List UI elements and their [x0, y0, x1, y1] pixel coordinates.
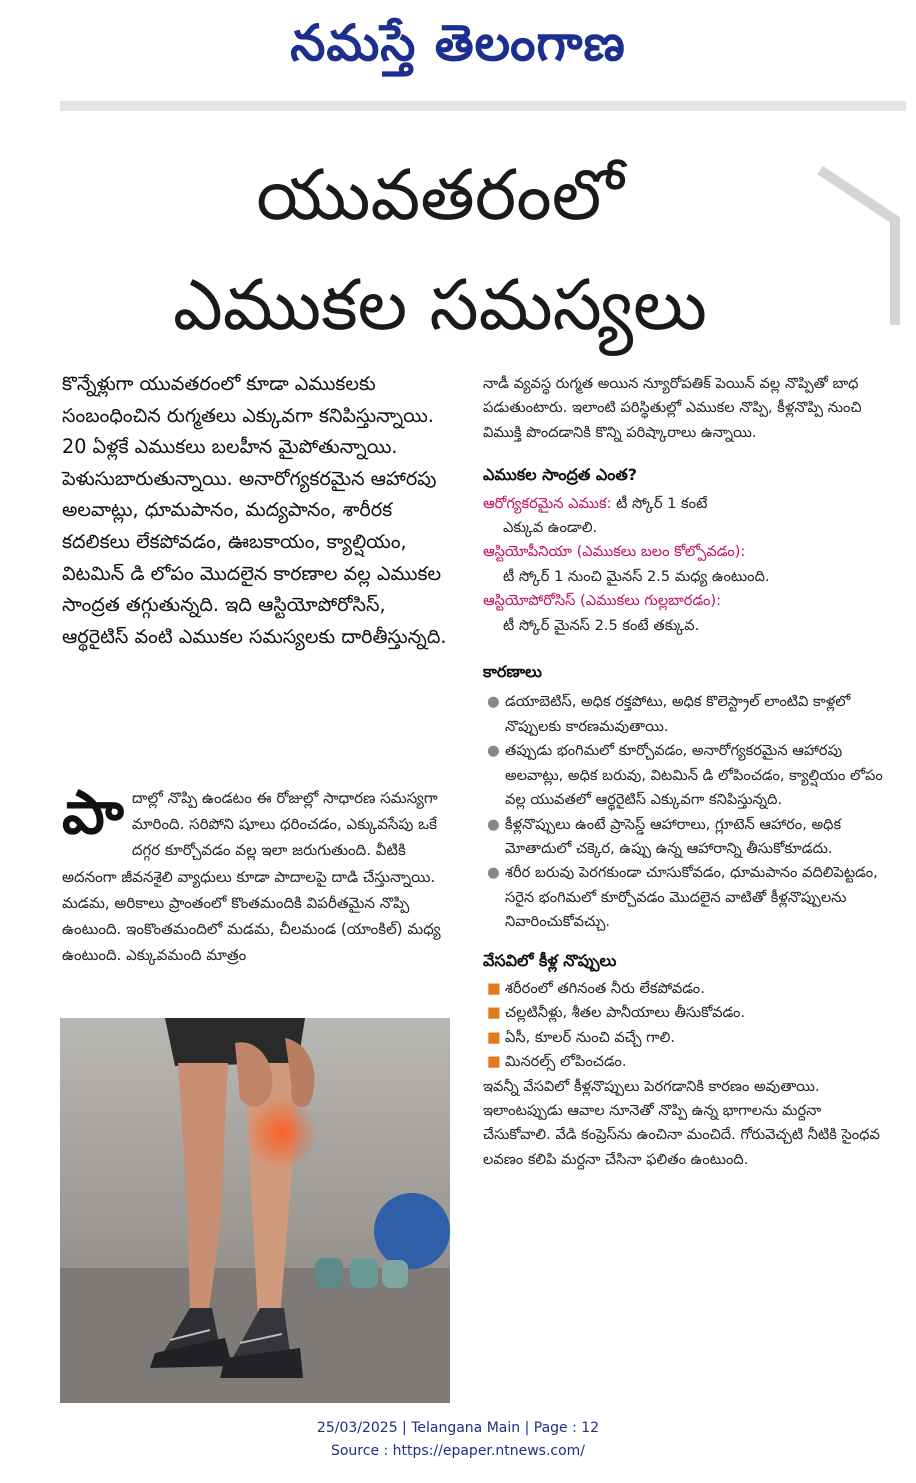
density-cont: టీ స్కోర్ మైనస్ 2.5 కంటే తక్కువ. — [503, 616, 700, 634]
density-item-osteoporosis — [483, 589, 888, 638]
list-item — [483, 861, 888, 934]
density-item-osteopenia — [483, 540, 888, 589]
list-item-text: కీళ్లనొప్పులు ఉంటే ప్రాసెస్డ్ ఆహారాలు, గ్లూటెన్ ఆహారం, అధిక మోతాదులో చక్కెర, ఉప్పు ఉన్న ఆహారాన్ని తీసుకోకూడదు. — [505, 815, 842, 857]
density-item-healthy — [483, 492, 888, 541]
summer-list — [483, 977, 888, 1075]
drop-cap: పా — [62, 778, 124, 848]
density-cont: ఎక్కువ ఉండాలి. — [503, 519, 598, 537]
square-bullet-icon: ■ — [487, 1053, 501, 1071]
list-item — [483, 739, 888, 812]
bullet-icon: ● — [487, 693, 500, 711]
list-item-text: తప్పుడు భంగిమలో కూర్చోవడం, అనారోగ్యకరమైన ఆహారపు అలవాట్లు, అధిక బరువు, విటమిన్ డి లోపించడం, క్యాల్షియం లోపం వల్ల యువతలో ఆర్థరైటిస్ ఎక్కువగా కనిపిస్తున్నది. — [505, 742, 883, 809]
density-text: టీ స్కోర్ 1 కంటే — [611, 494, 708, 512]
knee-pain-photo — [60, 1018, 450, 1403]
causes-heading: కారణాలు — [483, 662, 542, 682]
list-item-text: చల్లటినీళ్లు, శీతల పానీయాలు తీసుకోవడం. — [505, 1004, 746, 1022]
density-heading: ఎముకల సాంద్రత ఎంత? — [483, 465, 638, 485]
footer-date-line: 25/03/2025 | Telangana Main | Page : 12 — [316, 1420, 600, 1436]
list-item-text: డయాబెటిస్, అధిక రక్తపోటు, అధిక కొలెస్ట్రాల్ లాంటివి కాళ్లలో నొప్పులకు కారణమవుతాయి. — [505, 693, 851, 735]
bullet-icon: ● — [487, 864, 500, 882]
causes-list — [483, 690, 888, 934]
right-intro: నాడీ వ్యవస్థ రుగ్మత అయిన న్యూరోపతిక్ పెయిన్ వల్ల నొప్పితో బాధ పడుతుంటారు. ఇలాంటి పరిస్థితుల్లో ఎముకల నొప్పి, కీళ్లనొప్పి నుంచి విముక్తి పొందడానికి కొన్ని పరిష్కారాలు ఉన్నాయి. — [483, 375, 862, 441]
density-label: ఆస్టియోపీనియా (ఎముకలు బలం కోల్పోవడం): — [483, 543, 746, 561]
lead-text: కొన్నేళ్లుగా యువతరంలో కూడా ఎముకలకు సంబంధించిన రుగ్మతలు ఎక్కువగా కనిపిస్తున్నాయి. 20 ఏళ్లకే ఎముకలు బలహీన మైపోతున్నాయి. పెళుసుబారుతున్నాయి. అనారోగ్యకరమైన ఆహారపు అలవాట్లు, ధూమపానం, మద్యపానం, శారీరక కదలికలు లేకపోవడం, ఊబకాయం, క్యాల్షియం, విటమిన్ డి లోపం మొదలైన కారణాల వల్ల ఎముకల సాంద్రత తగ్గుతున్నది. ఇది ఆస్టియోపోరోసిస్, ఆర్థరైటిస్ వంటి ఎముకల సమస్యలకు దారితీస్తున్నది. — [62, 372, 447, 648]
list-item-text: ఏసీ, కూలర్ నుంచి వచ్చే గాలి. — [505, 1028, 675, 1046]
article-headline — [60, 140, 820, 360]
list-item — [483, 977, 888, 1001]
bullet-icon: ● — [487, 815, 500, 833]
list-item — [483, 690, 888, 739]
lead-paragraph — [62, 368, 457, 652]
square-bullet-icon: ■ — [487, 1028, 501, 1046]
headline-line-2: ఎముకల సమస్యలు — [173, 264, 707, 346]
density-label: ఆస్టియోపోరోసిస్ (ఎముకలు గుల్లబారడం): — [483, 592, 722, 610]
list-item-text: మినరల్స్ లోపించడం. — [505, 1053, 627, 1071]
list-item — [483, 1026, 888, 1050]
footer-source-link[interactable]: Source : https://epaper.ntnews.com/ — [330, 1443, 586, 1459]
list-item-text: శరీరంలో తగినంత నీరు లేకపోవడం. — [505, 979, 705, 997]
list-item — [483, 1050, 888, 1074]
feet-pain-paragraph — [62, 778, 457, 968]
density-cont: టీ స్కోర్ 1 నుంచి మైనస్ 2.5 మధ్య ఉంటుంది. — [503, 567, 770, 585]
list-item — [483, 1001, 888, 1025]
square-bullet-icon: ■ — [487, 1004, 501, 1022]
summer-heading: వేసవిలో కీళ్ల నొప్పులు — [483, 950, 617, 970]
headline-line-1: యువతరంలో — [256, 154, 624, 236]
square-bullet-icon: ■ — [487, 979, 501, 997]
closing-paragraph: ఇవన్నీ వేసవిలో కీళ్లనొప్పులు పెరగడానికి కారణం అవుతాయి. ఇలాంటప్పుడు ఆవాల నూనెతో నొప్పి ఉన్న భాగాలను మర్దనా చేసుకోవాలి. వేడి కంప్రెస్‌ను ఉంచినా మంచిదే. గోరువెచ్చటి నీటికి సైంధవ లవణం కలిపి మర్దనా చేసినా ఫలితం ఉంటుంది. — [483, 1077, 880, 1168]
bullet-icon: ● — [487, 742, 500, 760]
density-list — [483, 492, 888, 638]
newspaper-masthead: నమస్తే తెలంగాణ — [290, 14, 626, 72]
masthead-rule — [60, 101, 906, 111]
list-item-text: శరీర బరువు పెరగకుండా చూసుకోవడం, ధూమపానం వదిలిపెట్టడం, సరైన భంగిమలో కూర్చోవడం మొదలైన వాటితో కీళ్లనొప్పులను నివారించుకోవచ్చు. — [505, 864, 878, 931]
right-column — [483, 372, 888, 1172]
list-item — [483, 813, 888, 862]
feet-pain-text: దాల్లో నొప్పి ఉండటం ఈ రోజుల్లో సాధారణ సమస్యగా మారింది. సరిపోని షూలు ధరించడం, ఎక్కువసేపు ఒకే దగ్గర కూర్చోవడం వల్ల ఇలా జరుగుతుంది. వీటికి అదనంగా జీవనశైలి వ్యాధులు కూడా పాదాలపై దాడి చేస్తున్నాయి. మడమ, అరికాలు ప్రాంతంలో కొంతమందికి విపరీతమైన నొప్పి ఉంటుంది. ఇంకొంతమందిలో మడమ, చీలమండ (యాంకిల్) మధ్య ఉంటుంది. ఎక్కువమంది మాత్రం — [62, 789, 441, 965]
density-label: ఆరోగ్యకరమైన ఎముక: — [483, 494, 612, 512]
